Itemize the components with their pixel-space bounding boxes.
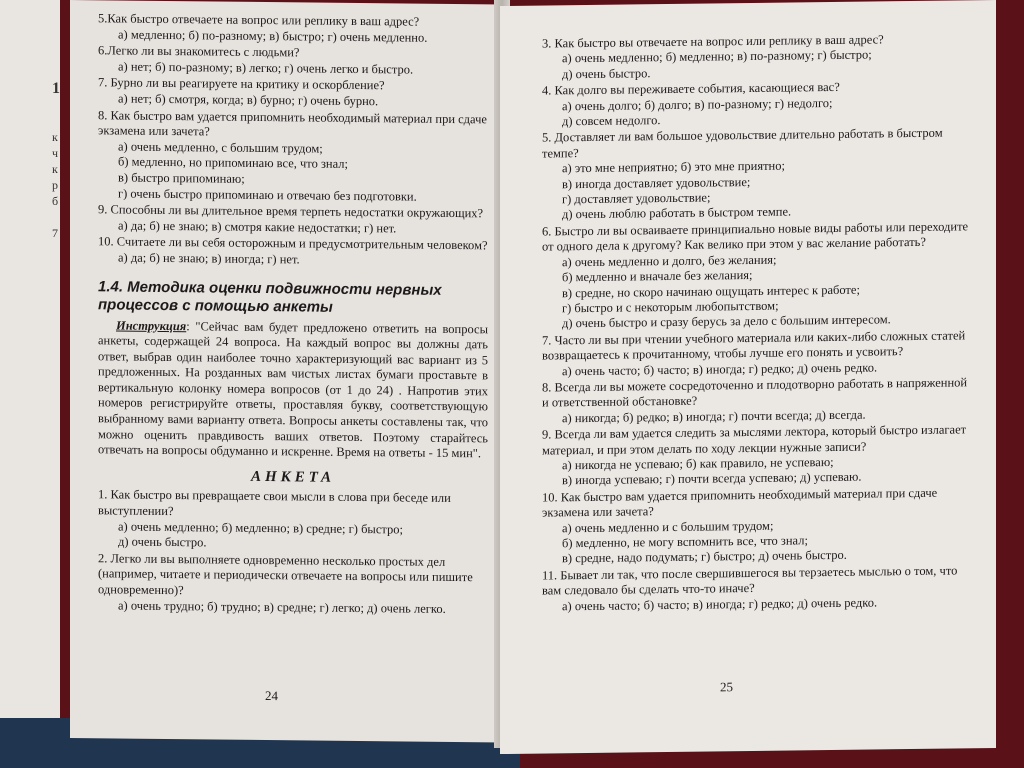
question: 5.Как быстро отвечаете на вопрос или реплику в ваш адрес? xyxy=(98,11,420,29)
question: 11. Бывает ли так, что после свершившегося вы терзаетесь мыслью о том, что вам следовало бы сделать что-то иначе? xyxy=(542,563,958,598)
cover-fragment: 1 xyxy=(52,80,60,97)
question: 10. Считаете ли вы себя осторожным и предусмотрительным человеком? xyxy=(98,234,488,253)
answer-options: г) очень быстро припоминаю и отвечаю без подготовки. xyxy=(118,186,417,204)
answer-options: а) очень медленно; б) медленно; в) по-разному; г) быстро; xyxy=(562,47,872,66)
answer-options: а) никогда не успеваю; б) как правило, не успеваю; xyxy=(562,454,834,473)
answer-options: в) средне, но скоро начинаю ощущать интерес к работе; xyxy=(562,282,860,300)
page-number: 24 xyxy=(265,688,278,704)
answer-options: а) очень медленно, с большим трудом; xyxy=(118,139,323,156)
answer-options: а) очень медленно и долго, без желания; xyxy=(562,252,777,269)
answer-options: а) очень долго; б) долго; в) по-разному; г) недолго; xyxy=(562,95,833,113)
cover-fragment: к xyxy=(52,162,58,176)
answer-options: д) очень быстро и сразу берусь за дело с большим интересом. xyxy=(562,312,891,331)
cover-fragment: б xyxy=(52,194,59,208)
answer-options: б) медленно, не могу вспомнить все, что знал; xyxy=(562,533,808,551)
answer-options: б) медленно и вначале без желания; xyxy=(562,268,753,285)
answer-options: а) очень часто; б) часто; в) иногда; г) редко; д) очень редко. xyxy=(562,595,878,613)
cover-fragment: р xyxy=(52,178,58,192)
question: 1. Как быстро вы превращаете свои мысли в слова при беседе или выступлении? xyxy=(98,487,451,519)
answer-options: а) нет; б) смотря, когда; в) бурно; г) очень бурно. xyxy=(118,91,379,109)
anketa-title: АНКЕТА xyxy=(250,468,336,486)
question: 3. Как быстро вы отвечаете на вопрос или реплику в ваш адрес? xyxy=(542,32,884,51)
instruction xyxy=(98,318,488,462)
answer-options: а) очень медленно и с большим трудом; xyxy=(562,518,774,535)
answer-options: б) медленно, но припоминаю все, что знал; xyxy=(118,154,348,172)
cover-fragment: к xyxy=(52,130,58,144)
answer-options: а) никогда; б) редко; в) иногда; г) почти всегда; д) всегда. xyxy=(562,407,866,426)
cover-fragment: ч xyxy=(52,146,59,160)
question: 7. Часто ли вы при чтении учебного материала или каких-либо сложных статей возвращаетесь к прочитанному, чтобы лучше его понять и усвоить? xyxy=(542,328,966,363)
question: 10. Как быстро вам удается припомнить необходимый материал при сдаче экзамена или зачета? xyxy=(542,485,938,520)
answer-options: в) быстро припоминаю; xyxy=(118,170,245,186)
answer-options: а) да; б) не знаю; в) смотря какие недостатки; г) нет. xyxy=(118,218,397,236)
answer-options: а) медленно; б) по-разному; в) быстро; г) очень медленно. xyxy=(118,27,428,45)
instruction-text: : "Сейчас вам будет предложено ответить на вопросы анкеты, содержащей 24 вопроса. На каждый вопрос вы должны дать ответ, выбрав один наиболее точно характеризующий вас вариант из 5 предложенных. На розданных вам чистых листах бумаги проставьте в вертикальную колонку номера вопросов (от 1 до 24) . Напротив этих номеров регистрируйте ответы, проставляя букву, соответствующую выбранному вами варианту ответа. Вопросы анкеты составлены так, что можно оценить правдивость ваших ответов. Поэтому старайтесь отвечать на вопросы обдуманно и искренне. Время на ответы - 15 мин". xyxy=(98,318,488,461)
question: 6. Быстро ли вы осваиваете принципиально новые виды работы или переходите от одного дела к другому? Как велико при этом у вас желание работать? xyxy=(542,219,969,254)
answer-options: а) это мне неприятно; б) это мне приятно; xyxy=(562,158,785,176)
question: 8. Как быстро вам удается припомнить необходимый материал при сдаче экзамена или зачета? xyxy=(98,107,487,139)
answer-options: а) очень медленно; б) медленно; в) средне; г) быстро; xyxy=(118,519,403,537)
question: 9. Всегда ли вам удается следить за мыслями лектора, который быстро излагает материал, и при этом делать по ходу лекции нужные записи? xyxy=(542,422,967,458)
page-left xyxy=(70,0,502,743)
page-number: 25 xyxy=(720,679,733,695)
answer-options: д) очень быстро. xyxy=(562,66,651,82)
question: 5. Доставляет ли вам большое удовольствие длительно работать в быстром темпе? xyxy=(542,126,943,161)
answer-options: а) нет; б) по-разному; в) легко; г) очень легко и быстро. xyxy=(118,59,414,77)
question: 2. Легко ли вы выполняете одновременно несколько простых дел (например, читаете и периодически отвечаете на вопросы или пишите одновременно)? xyxy=(98,551,473,598)
answer-options: г) доставляет удовольствие; xyxy=(562,190,711,207)
answer-options: д) очень быстро. xyxy=(118,534,207,550)
cover-fragment: 7 xyxy=(52,226,58,240)
answer-options: а) очень трудно; б) трудно; в) средне; г) легко; д) очень легко. xyxy=(118,598,446,616)
question-list xyxy=(542,31,974,614)
section-title: 1.4. Методика оценки подвижности нервных процессов с помощью анкеты xyxy=(98,277,442,316)
question-list xyxy=(98,11,488,270)
question: 8. Всегда ли вы можете сосредоточенно и плодотворно работать в напряженной и ответственной обстановке? xyxy=(542,375,968,410)
page-right xyxy=(500,0,996,754)
answer-options: в) иногда доставляет удовольствие; xyxy=(562,174,751,191)
answer-options: д) совсем недолго. xyxy=(562,113,661,129)
question: 4. Как долго вы переживаете события, касающиеся вас? xyxy=(542,80,840,98)
answer-options: г) быстро и с некоторым любопытством; xyxy=(562,298,779,316)
answer-options: а) очень часто; б) часто; в) иногда; г) редко; д) очень редко. xyxy=(562,359,878,378)
anketa-list xyxy=(98,488,488,618)
answer-options: д) очень люблю работать в быстром темпе. xyxy=(562,204,792,222)
answer-options: в) иногда успеваю; г) почти всегда успеваю; д) успеваю. xyxy=(562,470,862,488)
question: 7. Бурно ли вы реагируете на критику и оскорбление? xyxy=(98,75,385,93)
answer-options: а) да; б) не знаю; в) иногда; г) нет. xyxy=(118,250,300,267)
instruction-label: Инструкция xyxy=(116,317,187,333)
book-cover-left xyxy=(0,0,60,768)
question: 6.Легко ли вы знакомитесь с людьми? xyxy=(98,43,300,60)
question: 9. Способны ли вы длительное время терпеть недостатки окружающих? xyxy=(98,202,484,221)
answer-options: в) средне, надо подумать; г) быстро; д) очень быстро. xyxy=(562,548,847,566)
